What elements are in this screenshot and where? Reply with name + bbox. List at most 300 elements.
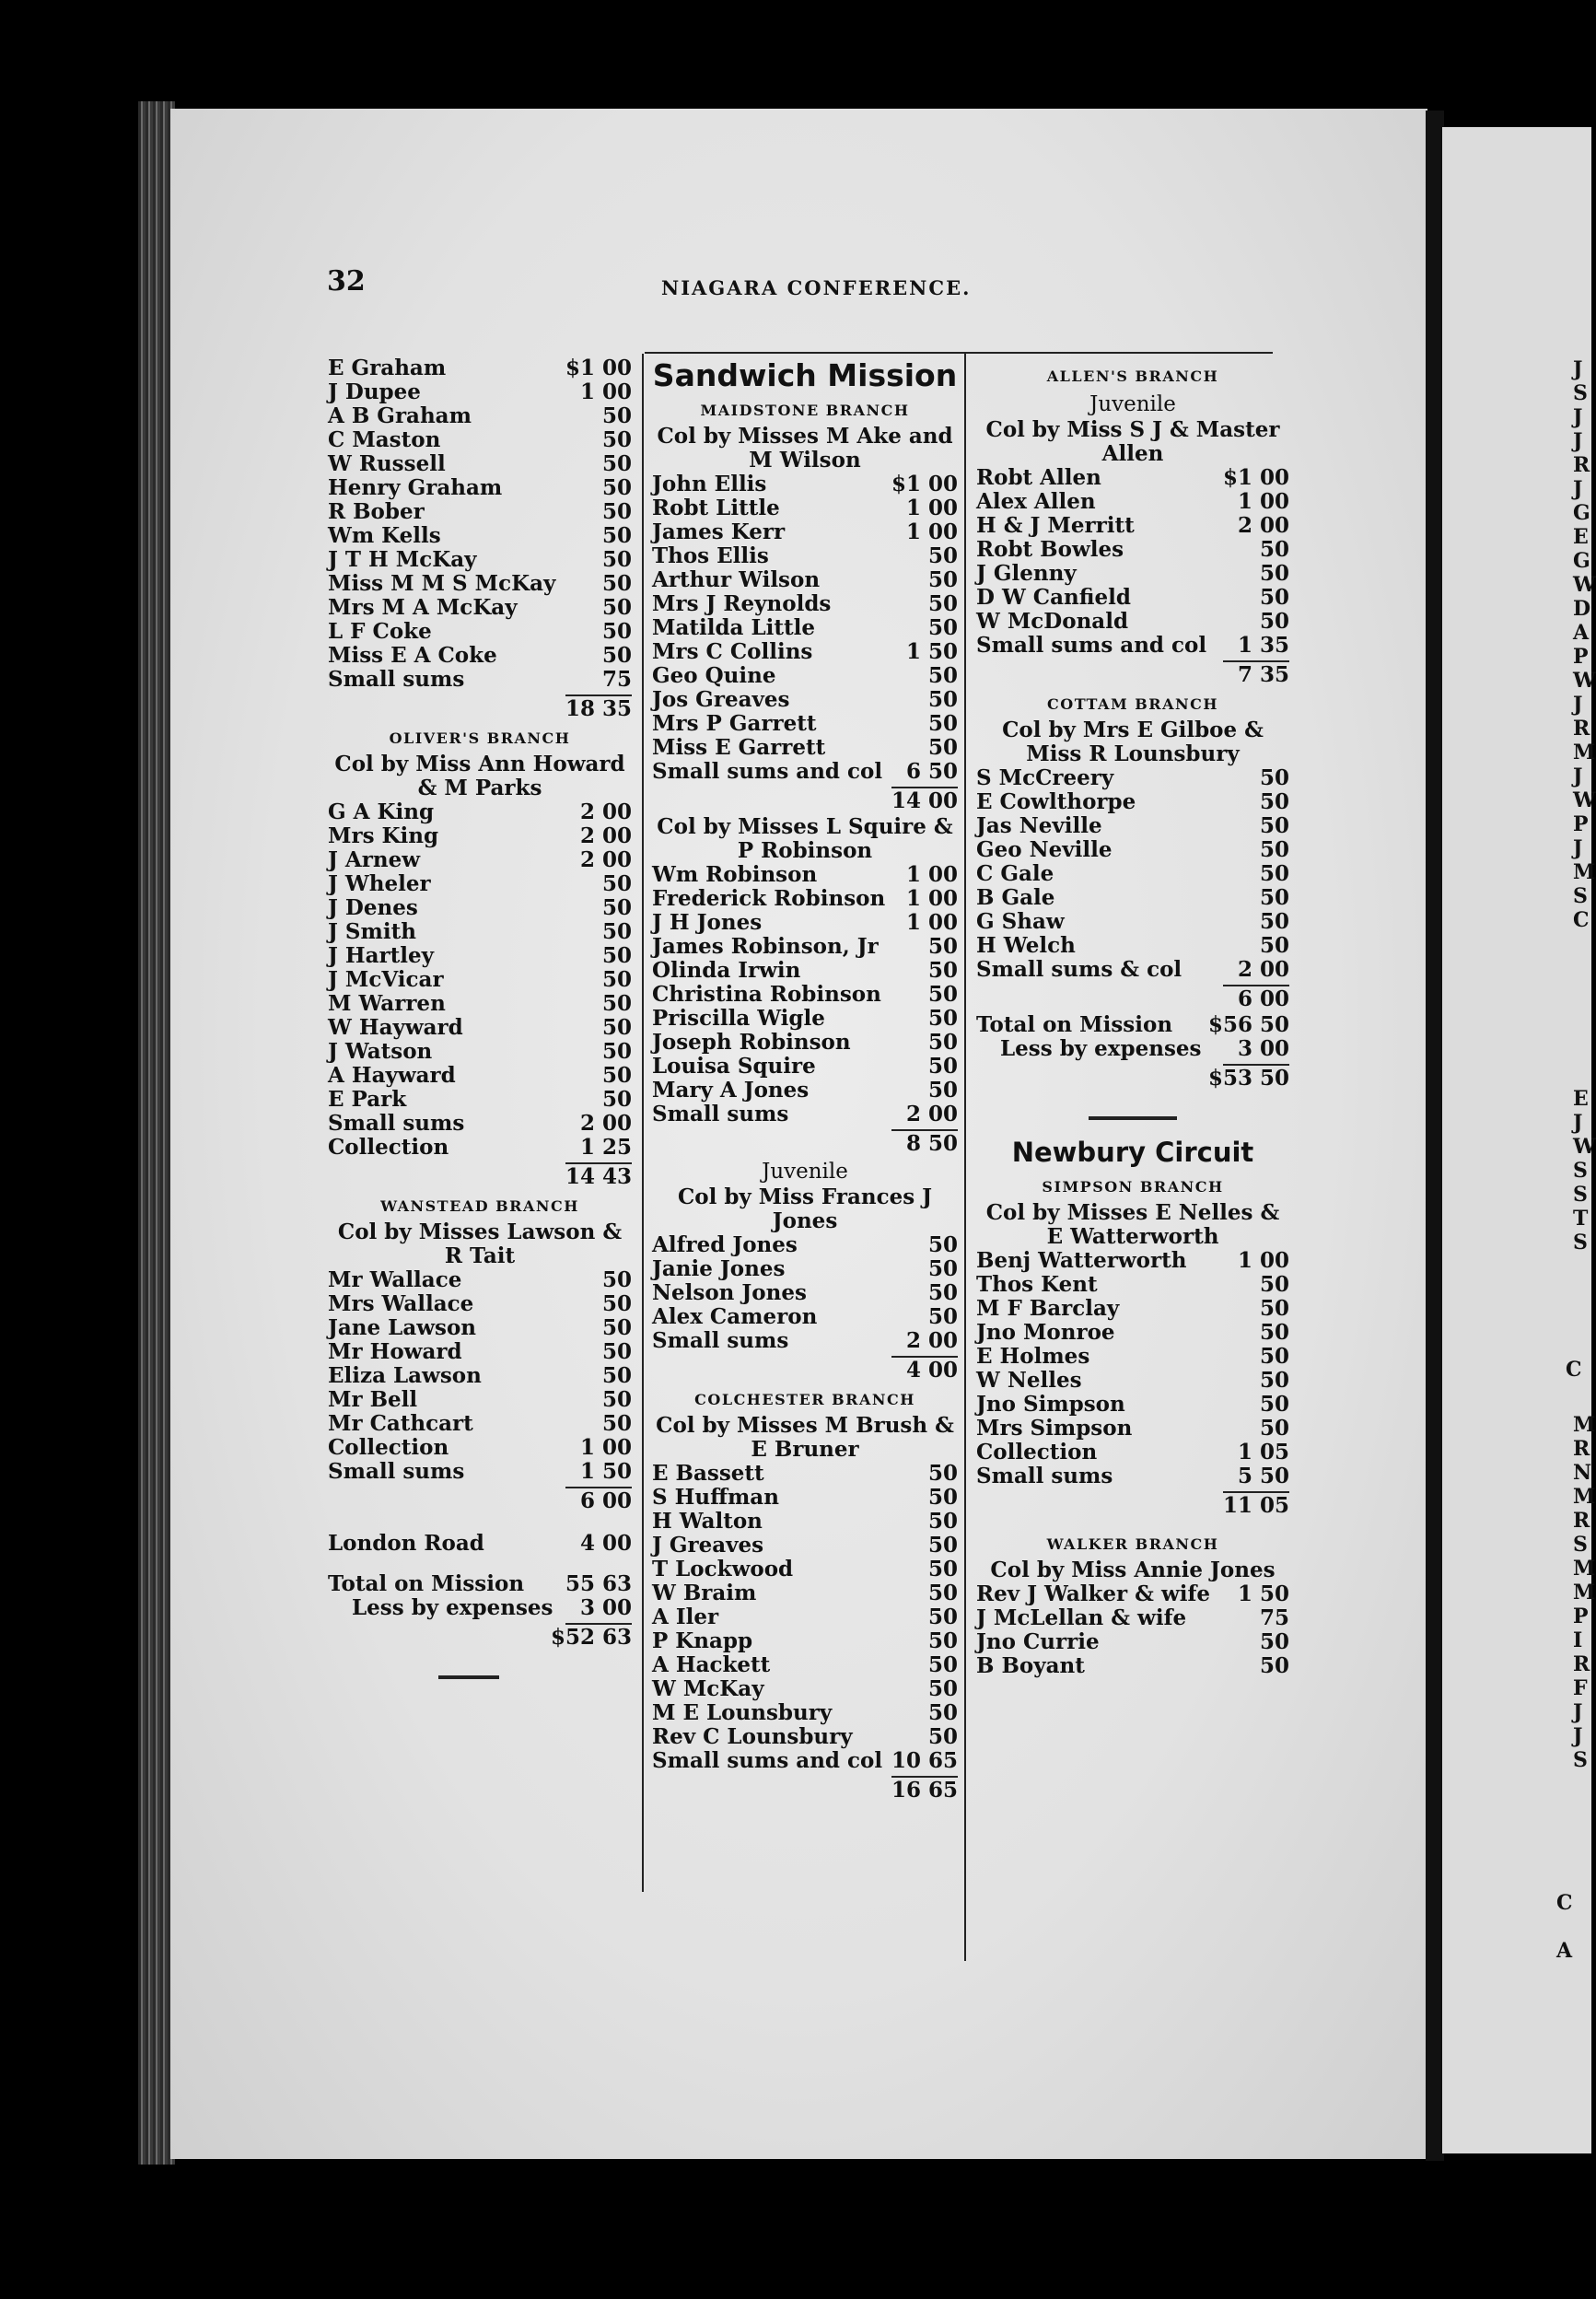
entry-amount: 50	[927, 1557, 958, 1581]
right-page-letters-4	[1573, 1413, 1595, 1772]
branch-title-cottam: COTTAM BRANCH	[1047, 695, 1218, 713]
entry-row	[328, 1436, 632, 1460]
entry-amount: 50	[1259, 561, 1289, 586]
entry-name: Priscilla Wigle	[652, 1006, 825, 1031]
branch-title-colchester: COLCHESTER BRANCH	[694, 1391, 915, 1408]
olivers-total: 14 43	[565, 1164, 632, 1189]
entry-name: A Hayward	[328, 1063, 456, 1088]
entry-name: Louisa Squire	[652, 1054, 816, 1079]
entry-amount: 50	[601, 547, 632, 572]
entry-row	[652, 712, 958, 736]
fragment-letter: G	[1573, 501, 1590, 525]
entry-amount: 50	[927, 982, 958, 1007]
entry-name: J Arnew	[328, 847, 421, 872]
entry-name: S Huffman	[652, 1485, 779, 1510]
entry-name: Mr Cathcart	[328, 1411, 473, 1436]
entry-row	[328, 572, 632, 596]
entry-amount: 50	[601, 1015, 632, 1040]
entry-name: Small sums	[976, 1464, 1113, 1488]
entry-row	[652, 1725, 958, 1749]
fragment-letter: J	[1573, 357, 1583, 381]
entry-row	[652, 473, 958, 496]
entry-row	[976, 910, 1289, 934]
fragment-letter: D	[1573, 597, 1591, 621]
fragment-letter: E	[1573, 1087, 1589, 1111]
entry-name: A Hackett	[652, 1652, 771, 1677]
entry-name: Joseph Robinson	[652, 1030, 851, 1055]
entry-name: H & J Merritt	[976, 513, 1135, 538]
entry-row	[976, 634, 1289, 658]
entry-amount: 50	[927, 663, 958, 688]
entry-amount: 50	[927, 687, 958, 712]
entry-row	[652, 1677, 958, 1701]
entry-amount: 1 35	[1237, 633, 1289, 658]
entry-row	[976, 934, 1289, 958]
entry-row	[328, 644, 632, 668]
entry-amount: 50	[1259, 861, 1289, 886]
entry-amount: 50	[927, 591, 958, 616]
entry-name: W McDonald	[976, 609, 1129, 634]
entry-row	[328, 1088, 632, 1112]
entry-row	[652, 1701, 958, 1725]
entry-amount: 50	[927, 1533, 958, 1558]
entry-amount: 50	[1259, 1272, 1289, 1297]
entry-row	[328, 920, 632, 944]
entry-name: Rev J Walker & wife	[976, 1581, 1211, 1606]
entry-row	[976, 1369, 1289, 1393]
entry-row	[976, 862, 1289, 886]
entry-row	[328, 968, 632, 992]
column-divider-2	[964, 354, 966, 1961]
entry-row	[976, 1297, 1289, 1321]
entry-amount: 1 25	[579, 1135, 632, 1160]
entry-name: P Knapp	[652, 1628, 753, 1653]
entry-row	[976, 538, 1289, 562]
entry-amount: 1 50	[1237, 1581, 1289, 1606]
entry-row	[328, 500, 632, 524]
entry-amount: 50	[601, 1039, 632, 1064]
first-list	[328, 356, 632, 692]
entry-amount: 50	[1259, 1296, 1289, 1321]
entry-name: E Cowlthorpe	[976, 789, 1136, 814]
fragment-letter: M	[1573, 1485, 1596, 1509]
fragment-letter: M	[1573, 741, 1596, 764]
fragment-letter: S	[1573, 1183, 1588, 1207]
entry-row	[976, 814, 1289, 838]
entry-amount: 50	[1259, 1368, 1289, 1393]
fragment-letter: W	[1573, 788, 1596, 812]
entry-row	[976, 886, 1289, 910]
entry-amount: 50	[1259, 813, 1289, 838]
simpson-total: 11 05	[1222, 1493, 1289, 1518]
column-3	[976, 361, 1289, 1678]
col-by-maidstone: Col by Misses M Ake and M Wilson	[657, 424, 953, 473]
entry-row	[652, 911, 958, 935]
col-by-colchester: Col by Misses M Brush & E Bruner	[656, 1413, 954, 1462]
entry-name: Small sums & col	[976, 957, 1182, 982]
entry-row	[652, 544, 958, 568]
entry-name: Mr Wallace	[328, 1267, 462, 1292]
entry-amount: 50	[927, 1078, 958, 1103]
entry-row	[652, 520, 958, 544]
entry-name: T Lockwood	[652, 1557, 794, 1581]
entry-name: Nelson Jones	[652, 1280, 807, 1305]
entry-name: Jno Currie	[976, 1629, 1100, 1654]
net-total: $52 63	[550, 1625, 632, 1650]
entry-row	[652, 1257, 958, 1281]
fragment-letter: W	[1573, 1135, 1596, 1159]
branch-title-olivers: OLIVER'S BRANCH	[389, 729, 571, 747]
entry-row	[328, 1412, 632, 1436]
fragment-letter: P	[1573, 812, 1589, 836]
entry-row	[652, 640, 958, 664]
entry-row	[328, 1292, 632, 1316]
entry-name: J Greaves	[652, 1533, 764, 1558]
entry-amount: $1 00	[1222, 465, 1289, 490]
entry-name: Wm Kells	[328, 523, 441, 548]
entry-row	[652, 1233, 958, 1257]
entry-amount: 50	[927, 1676, 958, 1701]
entry-amount: 50	[927, 1054, 958, 1079]
entry-row	[976, 1582, 1289, 1606]
entry-amount: 1 00	[905, 910, 958, 935]
expenses-row: Less by expenses 3 00	[1000, 1036, 1289, 1061]
fragment-letter: J	[1573, 764, 1583, 788]
entry-name: D W Canfield	[976, 585, 1131, 610]
entry-amount: 50	[1259, 609, 1289, 634]
entry-amount: 75	[1259, 1605, 1289, 1630]
entry-amount: 6 50	[905, 759, 958, 784]
fragment-letter: E	[1573, 525, 1589, 549]
fragment-letter: S	[1573, 1159, 1588, 1183]
entry-row	[328, 476, 632, 500]
entry-name: M F Barclay	[976, 1296, 1120, 1321]
fragment-letter: F	[1573, 1676, 1588, 1700]
colchester-list	[652, 1462, 958, 1773]
entry-name: Mrs King	[328, 823, 439, 848]
circuit-title-newbury: Newbury Circuit	[1011, 1137, 1254, 1168]
entry-amount: 50	[601, 1267, 632, 1292]
entry-row	[328, 1460, 632, 1484]
entry-amount: 50	[601, 571, 632, 596]
entry-name: B Boyant	[976, 1653, 1085, 1678]
entry-amount: 50	[1259, 537, 1289, 562]
fragment-letter: J	[1573, 429, 1583, 453]
entry-name: Thos Kent	[976, 1272, 1098, 1297]
entry-amount: 50	[927, 1030, 958, 1055]
entry-amount: 2 00	[579, 799, 632, 824]
entry-amount: 1 05	[1237, 1440, 1289, 1465]
allens-list	[976, 466, 1289, 658]
entry-name: G Shaw	[976, 909, 1065, 934]
entry-name: E Holmes	[976, 1344, 1090, 1369]
entry-amount: 50	[1259, 885, 1289, 910]
entry-row	[328, 452, 632, 476]
entry-row	[652, 1534, 958, 1558]
entry-name: Mrs Wallace	[328, 1291, 474, 1316]
entry-row	[976, 1606, 1289, 1630]
entry-name: Eliza Lawson	[328, 1363, 482, 1388]
maidstone-total: 14 00	[891, 788, 958, 813]
fragment-letter: C	[1556, 1891, 1573, 1915]
entry-amount: 50	[601, 1363, 632, 1388]
entry-name: Mrs Simpson	[976, 1416, 1133, 1441]
entry-amount: 50	[927, 1280, 958, 1305]
entry-amount: 1 50	[905, 639, 958, 664]
branch-title-maidstone: MAIDSTONE BRANCH	[700, 402, 910, 419]
olivers-list	[328, 800, 632, 1160]
entry-row	[976, 838, 1289, 862]
section-divider	[1089, 1116, 1177, 1120]
entry-name: Miss E Garrett	[652, 735, 826, 760]
entry-row	[652, 496, 958, 520]
entry-amount: 50	[1259, 909, 1289, 934]
entry-amount: 50	[1259, 1629, 1289, 1654]
entry-row	[328, 596, 632, 620]
entry-name: Small sums	[328, 667, 465, 692]
entry-name: Matilda Little	[652, 615, 815, 640]
squire-list	[652, 863, 958, 1126]
entry-name: Miss E A Coke	[328, 643, 497, 668]
col-by-squire: Col by Misses L Squire & P Robinson	[657, 814, 953, 863]
entry-row	[328, 356, 632, 380]
entry-amount: 50	[601, 1411, 632, 1436]
entry-row	[652, 1079, 958, 1103]
entry-name: Robt Little	[652, 496, 780, 520]
entry-amount: 50	[601, 499, 632, 524]
entry-name: E Park	[328, 1087, 407, 1112]
entry-row	[652, 1749, 958, 1773]
entry-row	[652, 1486, 958, 1510]
entry-name: W Nelles	[976, 1368, 1082, 1393]
entry-row	[328, 992, 632, 1016]
entry-amount: 50	[601, 1063, 632, 1088]
fragment-letter: A	[1573, 621, 1590, 645]
fragment-letter: C	[1566, 1358, 1582, 1382]
entry-amount: 2 00	[1237, 513, 1289, 538]
entry-row	[652, 983, 958, 1007]
juvenile-total: 4 00	[905, 1358, 958, 1383]
fragment-letter: J	[1573, 693, 1583, 717]
entry-name: Rev C Lounsbury	[652, 1724, 853, 1749]
entry-amount: 1 00	[905, 862, 958, 887]
entry-amount: 50	[601, 643, 632, 668]
entry-amount: 50	[927, 735, 958, 760]
entry-amount: 50	[601, 1087, 632, 1112]
net-total: $53 50	[1207, 1066, 1289, 1091]
entry-amount: 75	[601, 667, 632, 692]
entry-name: Alex Allen	[976, 489, 1096, 514]
end-ornament	[438, 1675, 499, 1679]
entry-row	[976, 562, 1289, 586]
entry-name: Small sums	[652, 1102, 789, 1126]
entry-name: Mrs J Reynolds	[652, 591, 832, 616]
entry-amount: 50	[601, 595, 632, 620]
entry-row	[652, 592, 958, 616]
entry-name: Small sums and col	[652, 759, 883, 784]
entry-amount: 50	[927, 1724, 958, 1749]
entry-name: Jos Greaves	[652, 687, 790, 712]
entry-name: Jane Lawson	[328, 1315, 477, 1340]
entry-amount: 50	[601, 1339, 632, 1364]
entry-name: W Braim	[652, 1581, 757, 1605]
branch-title-simpson: SIMPSON BRANCH	[1042, 1178, 1224, 1196]
entry-amount: 2 00	[579, 1111, 632, 1136]
fragment-letter: J	[1573, 405, 1583, 429]
entry-row	[652, 1103, 958, 1126]
fragment-letter: S	[1573, 381, 1588, 405]
first-total: 18 35	[565, 696, 632, 721]
entry-amount: 50	[927, 1581, 958, 1605]
entry-amount: 50	[927, 567, 958, 592]
entry-row	[652, 935, 958, 959]
entry-name: Collection	[328, 1135, 449, 1160]
branch-title-wanstead: WANSTEAD BRANCH	[380, 1197, 579, 1215]
book-gutter	[1426, 111, 1444, 2161]
entry-amount: $1 00	[891, 472, 958, 496]
fragment-letter: M	[1573, 860, 1596, 884]
entry-row	[976, 586, 1289, 610]
entry-amount: 1 00	[905, 886, 958, 911]
allens-subtitle: Juvenile	[1089, 392, 1176, 416]
col-by-simpson: Col by Misses E Nelles & E Watterworth	[985, 1200, 1280, 1249]
entry-name: J T H McKay	[328, 547, 477, 572]
entry-row	[328, 1112, 632, 1136]
entry-amount: 50	[927, 615, 958, 640]
entry-name: Robt Allen	[976, 465, 1101, 490]
entry-name: Christina Robinson	[652, 982, 881, 1007]
entry-amount: 50	[927, 958, 958, 983]
col-by-cottam: Col by Mrs E Gilboe & Miss R Lounsbury	[1002, 718, 1264, 766]
entry-amount: 50	[1259, 1416, 1289, 1441]
entry-amount: 50	[927, 1006, 958, 1031]
fragment-letter: W	[1573, 573, 1596, 597]
fragment-letter: W	[1573, 669, 1596, 693]
entry-name: C Gale	[976, 861, 1054, 886]
entry-name: Small sums	[328, 1459, 465, 1484]
column-divider-1	[642, 354, 644, 1892]
entry-row	[976, 1393, 1289, 1417]
entry-amount: 50	[1259, 1320, 1289, 1345]
entry-row	[976, 1441, 1289, 1465]
entry-amount: 50	[1259, 585, 1289, 610]
entry-row	[976, 790, 1289, 814]
entry-row	[328, 1064, 632, 1088]
entry-row	[328, 548, 632, 572]
entry-row	[976, 1654, 1289, 1678]
entry-name: Janie Jones	[652, 1256, 786, 1281]
page-number: 32	[327, 265, 366, 298]
entry-name: Geo Quine	[652, 663, 776, 688]
entry-row	[328, 380, 632, 404]
juvenile-list	[652, 1233, 958, 1353]
entry-row	[652, 688, 958, 712]
entry-amount: 50	[927, 1304, 958, 1329]
entry-amount: 1 00	[905, 519, 958, 544]
right-page-letters-5	[1556, 1879, 1573, 1975]
entry-row	[652, 1653, 958, 1677]
entry-amount: 1 00	[1237, 1248, 1289, 1273]
page-stack-edge	[138, 101, 175, 2165]
entry-amount: 50	[927, 1509, 958, 1534]
entry-name: Collection	[328, 1435, 449, 1460]
entry-name: Jno Monroe	[976, 1320, 1115, 1345]
entry-row	[976, 1345, 1289, 1369]
fragment-letter: G	[1573, 549, 1590, 573]
entry-amount: 50	[601, 451, 632, 476]
entry-row	[976, 1465, 1289, 1488]
entry-amount: 50	[927, 1256, 958, 1281]
entry-amount: 50	[927, 1232, 958, 1257]
entry-name: Mrs C Collins	[652, 639, 813, 664]
squire-total: 8 50	[905, 1131, 958, 1156]
entry-amount: 50	[601, 1291, 632, 1316]
entry-name: Mrs P Garrett	[652, 711, 817, 736]
entry-amount: 50	[601, 523, 632, 548]
entry-row	[976, 1417, 1289, 1441]
branch-title-allens: ALLEN'S BRANCH	[1046, 368, 1219, 385]
entry-name: Wm Robinson	[652, 862, 818, 887]
entry-row	[652, 959, 958, 983]
walker-list	[976, 1582, 1289, 1678]
entry-row	[976, 514, 1289, 538]
colchester-total: 16 65	[891, 1778, 958, 1803]
entry-row	[652, 1281, 958, 1305]
fragment-letter: R	[1573, 717, 1590, 741]
expenses-row: Less by expenses 3 00	[352, 1595, 632, 1620]
fragment-letter: T	[1573, 1207, 1589, 1231]
entry-name: R Bober	[328, 499, 425, 524]
fragment-letter: P	[1573, 1605, 1589, 1628]
fragment-letter: M	[1573, 1557, 1596, 1581]
entry-name: A B Graham	[328, 403, 472, 428]
entry-row	[652, 1558, 958, 1581]
fragment-letter: R	[1573, 1509, 1590, 1533]
entry-row	[976, 490, 1289, 514]
fragment-letter: J	[1573, 836, 1583, 860]
column-1	[328, 356, 632, 1679]
column-2	[652, 356, 958, 1804]
fragment-letter: J	[1573, 1700, 1583, 1724]
entry-name: Mary A Jones	[652, 1078, 810, 1103]
entry-name: M Warren	[328, 991, 446, 1016]
entry-row	[328, 896, 632, 920]
wanstead-list	[328, 1268, 632, 1484]
entry-name: W Russell	[328, 451, 446, 476]
entry-row	[652, 1581, 958, 1605]
simpson-list	[976, 1249, 1289, 1488]
entry-amount: 50	[927, 1605, 958, 1629]
fragment-letter: S	[1573, 1533, 1588, 1557]
fragment-letter: A	[1556, 1939, 1573, 1963]
col-by-wanstead: Col by Misses Lawson & R Tait	[337, 1220, 623, 1268]
entry-amount: 50	[1259, 1344, 1289, 1369]
entry-row	[652, 760, 958, 784]
entry-name: Alex Cameron	[652, 1304, 818, 1329]
fragment-letter: R	[1573, 453, 1590, 477]
entry-name: Robt Bowles	[976, 537, 1124, 562]
entry-amount: 50	[601, 919, 632, 944]
entry-amount: 1 00	[579, 379, 632, 404]
mission-total-row: Total on Mission 55 63	[328, 1571, 632, 1596]
entry-amount: 50	[601, 943, 632, 968]
entry-row	[652, 664, 958, 688]
branch-title-walker: WALKER BRANCH	[1046, 1535, 1219, 1553]
entry-amount: 5 50	[1237, 1464, 1289, 1488]
wanstead-total: 6 00	[579, 1488, 632, 1513]
entry-row	[976, 610, 1289, 634]
entry-name: James Robinson, Jr	[652, 934, 879, 959]
